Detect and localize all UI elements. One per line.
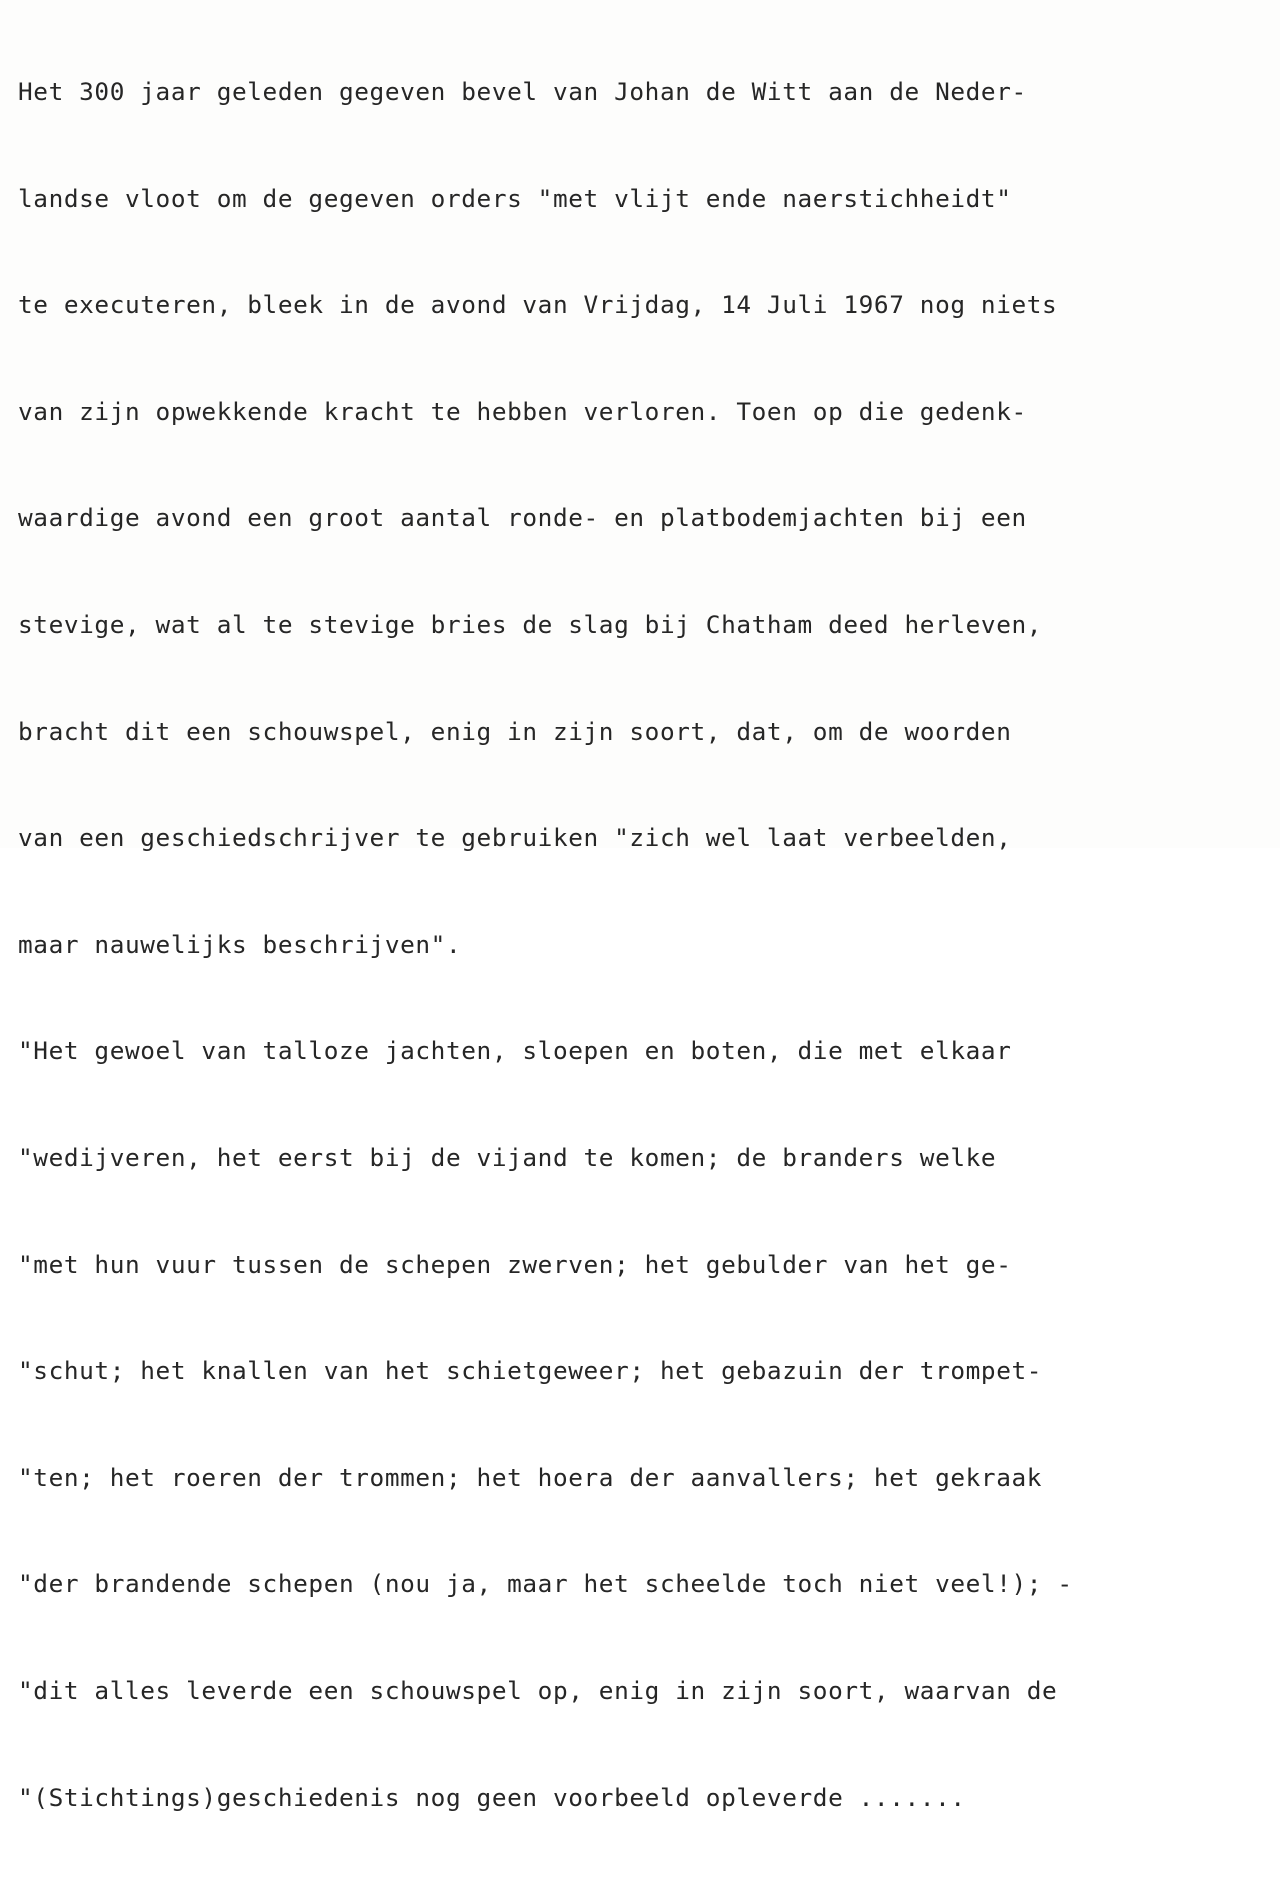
text-line: landse vloot om de gegeven orders "met vlijt ende naerstichheidt"	[18, 183, 1012, 213]
text-line: "schut; het knallen van het schietgeweer; het gebazuin der trompet-	[18, 1356, 1043, 1386]
text-line: Het 300 jaar geleden gegeven bevel van Johan de Witt aan de Neder-	[18, 77, 1027, 106]
text-line: "wedijveren, het eerst bij de vijand te komen; de branders welke	[18, 1142, 997, 1172]
text-line: van een geschiedschrijver te gebruiken "zich wel laat verbeelden,	[18, 823, 1012, 853]
text-line: waardige avond een groot aantal ronde- en platbodemjachten bij een	[18, 503, 1027, 533]
typewritten-text	[18, 10, 1073, 1880]
text-line: "(Stichtings)geschiedenis nog geen voorbeeld opleverde .......	[18, 1782, 966, 1812]
text-line: "der brandende schepen (nou ja, maar het scheelde toch niet veel!); -	[18, 1569, 1073, 1599]
text-line: bracht dit een schouwspel, enig in zijn soort, dat, om de woorden	[18, 716, 1012, 746]
text-line: maar nauwelijks beschrijven".	[18, 929, 462, 959]
text-line: "dit alles leverde een schouwspel op, enig in zijn soort, waarvan de	[18, 1675, 1058, 1705]
text-line: stevige, wat al te stevige bries de slag bij Chatham deed herleven,	[18, 609, 1043, 639]
text-line: van zijn opwekkende kracht te hebben verloren. Toen op die gedenk-	[18, 396, 1027, 426]
text-line: "met hun vuur tussen de schepen zwerven; het gebulder van het ge-	[18, 1249, 1012, 1279]
text-line: "ten; het roeren der trommen; het hoera der aanvallers; het gekraak	[18, 1462, 1043, 1492]
text-line: te executeren, bleek in de avond van Vrijdag, 14 Juli 1967 nog niets	[18, 290, 1058, 320]
text-line: "Het gewoel van talloze jachten, sloepen en boten, die met elkaar	[18, 1036, 1012, 1066]
